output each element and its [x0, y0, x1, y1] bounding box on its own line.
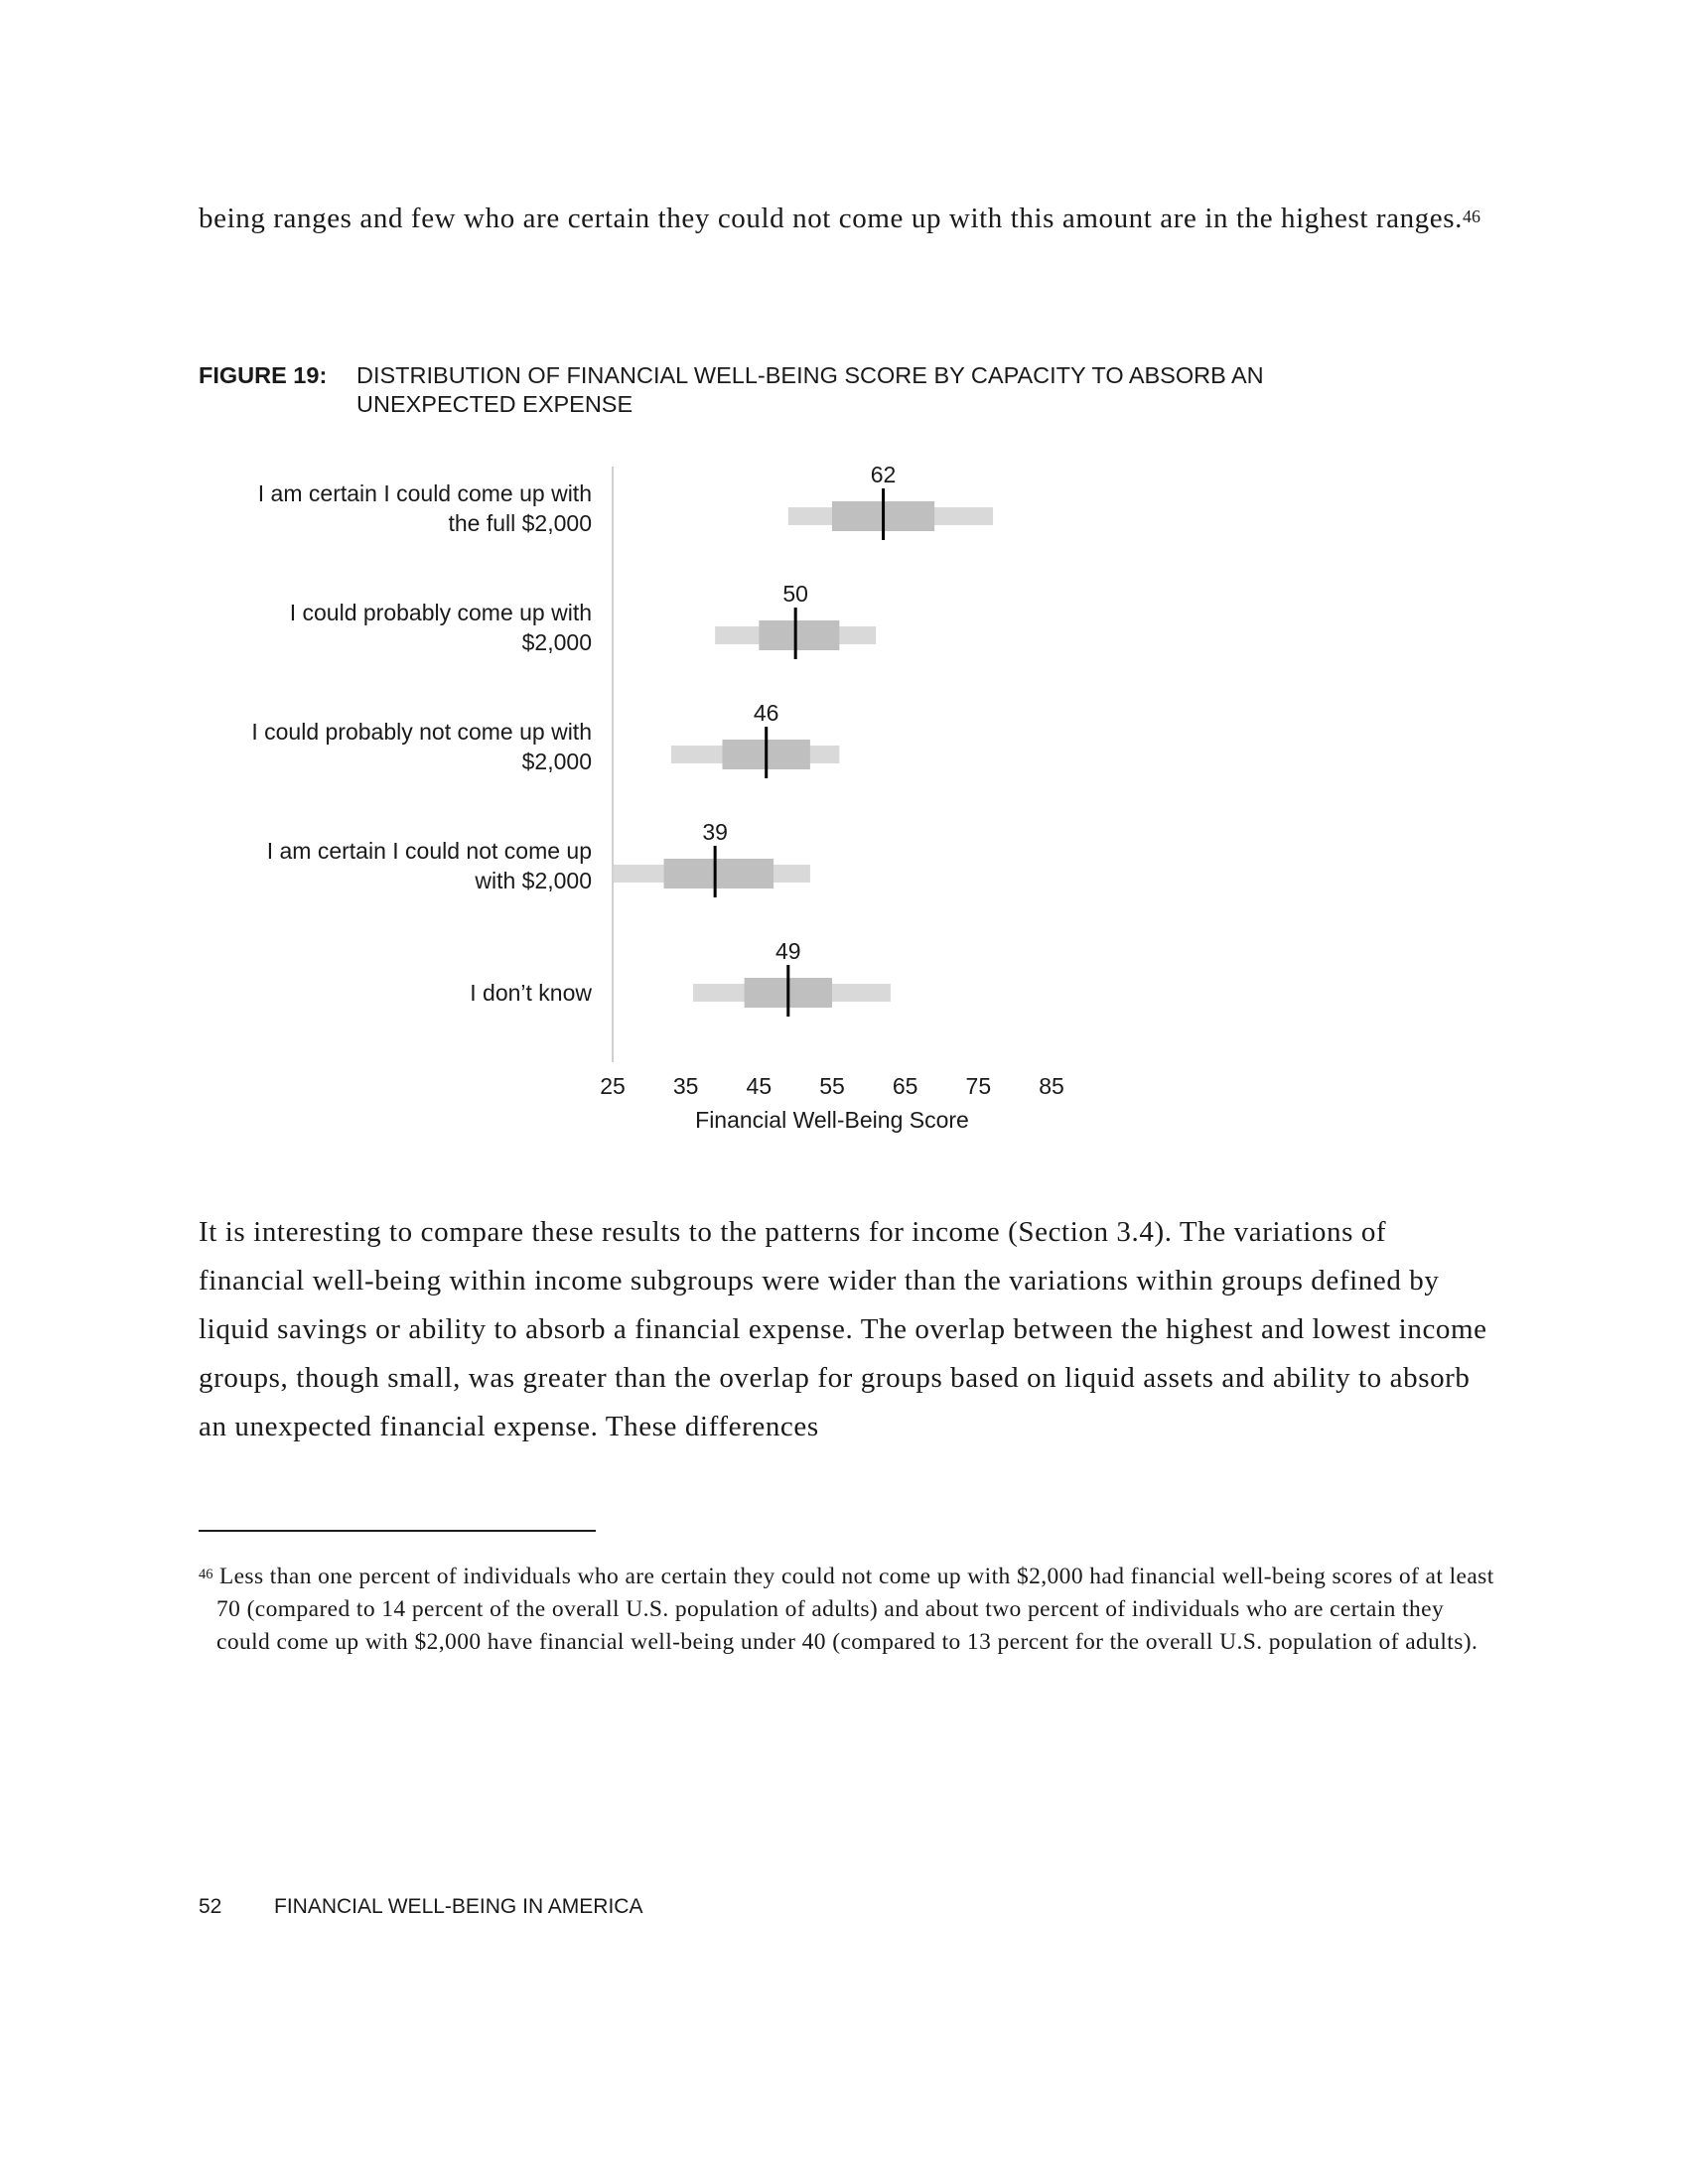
median-label: 49: [775, 938, 801, 964]
chart-row-3: [251, 700, 839, 778]
inner-range-bar: [759, 620, 839, 650]
figure-label: FIGURE 19:: [199, 362, 328, 388]
chart-row-1: [258, 462, 993, 540]
body-paragraph: It is interesting to compare these results to the patterns for income (Section 3.4). The variations of financial well-being within income subgroups were wider than the variations within groups defined by liquid savings or ability to absorb a financial expense. The overlap between the highest and lowest income groups, though small, was greater than the overlap for groups based on liquid assets and ability to absorb an unexpected financial expense. These differences: [199, 1216, 1487, 1442]
box-chart: [0, 437, 1688, 1152]
footnote: [199, 1561, 1499, 1659]
x-tick-label: 45: [746, 1073, 773, 1099]
x-tick-label: 75: [965, 1073, 992, 1099]
x-tick-label: 85: [1039, 1073, 1064, 1099]
x-tick-label: 35: [672, 1073, 699, 1099]
running-head: FINANCIAL WELL-BEING IN AMERICA: [274, 1895, 643, 1918]
category-label: the full $2,000: [448, 510, 592, 536]
category-label: I could probably not come up with: [251, 719, 592, 745]
median-label: 50: [782, 581, 808, 607]
page-number: 52: [199, 1895, 222, 1918]
category-label: $2,000: [521, 629, 592, 655]
x-tick-label: 65: [892, 1073, 918, 1099]
category-label: I am certain I could not come up: [266, 838, 592, 864]
footnote-divider: [199, 1530, 596, 1532]
category-label: $2,000: [521, 749, 592, 774]
x-tick-label: 55: [819, 1073, 845, 1099]
category-label: I could probably come up with: [289, 600, 592, 625]
chart-row-2: [290, 581, 876, 659]
figure-title: DISTRIBUTION OF FINANCIAL WELL-BEING SCORE BY CAPACITY TO ABSORB AN UNEXPECTED EXPENSE: [356, 362, 1264, 417]
category-label: I don’t know: [470, 980, 592, 1006]
chart-row-5: [470, 938, 891, 1017]
median-label: 46: [753, 700, 779, 726]
inner-range-bar: [664, 859, 774, 888]
category-label: with $2,000: [475, 868, 592, 893]
x-tick-label: 25: [600, 1073, 626, 1099]
x-axis-ticks: [600, 1073, 1064, 1099]
x-axis-title: Financial Well-Being Score: [695, 1107, 969, 1133]
median-label: 62: [870, 462, 897, 487]
footnote-number: 46: [199, 1567, 213, 1582]
chart-row-4: [267, 819, 810, 897]
intro-text: being ranges and few who are certain they could not come up with this amount are in the highest ranges.: [199, 203, 1463, 234]
median-label: 39: [702, 819, 728, 845]
category-label: I am certain I could come up with: [257, 480, 592, 506]
intro-paragraph: [199, 195, 1499, 243]
footnote-text: Less than one percent of individuals who are certain they could not come up with $2,000 had financial well-being scores of at least 70 (compared to 14 percent of the overall U.S. population of adults) and about two percent of individuals who are certain they could come up with $2,000 have financial well-being under 40 (compared to 13 percent for the overall U.S. population of adults).: [216, 1564, 1494, 1655]
footnote-reference[interactable]: 46: [1463, 206, 1480, 226]
chart-rows: [251, 462, 993, 1017]
